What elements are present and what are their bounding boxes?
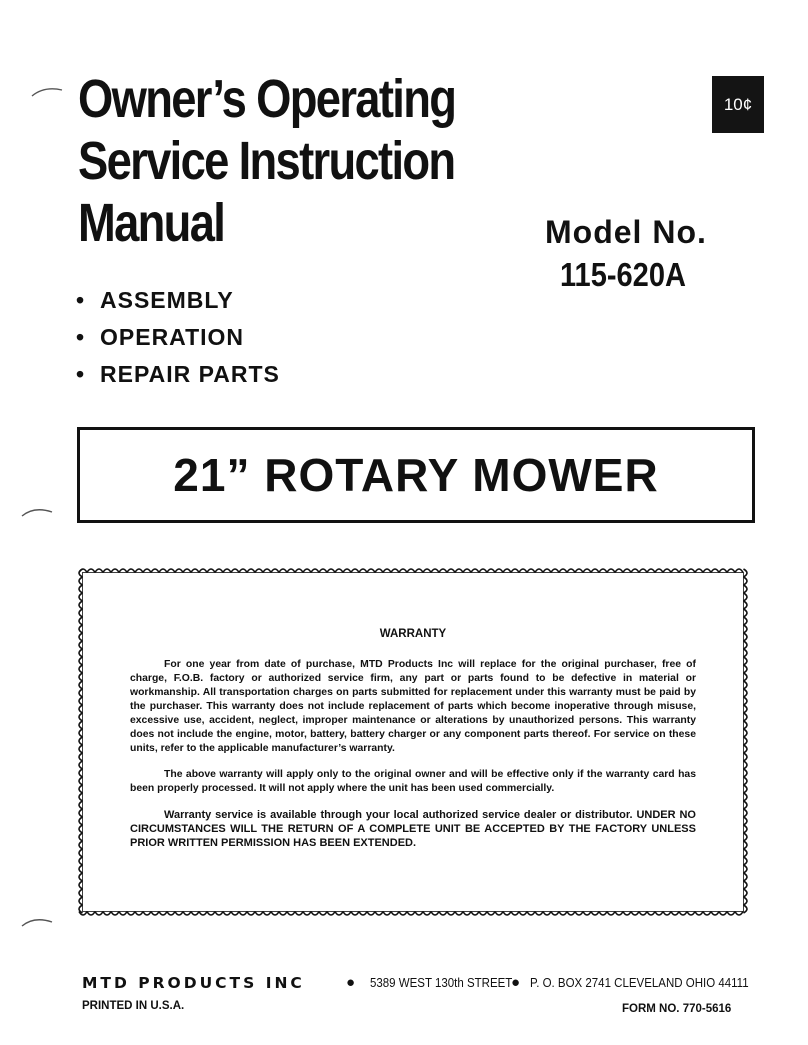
price-badge: [712, 76, 764, 133]
scan-mark: [20, 914, 54, 928]
company-name: MTD PRODUCTS INC: [82, 974, 305, 992]
product-title-box: [77, 427, 755, 523]
warranty-heading: WARRANTY: [379, 628, 447, 640]
bullet-dot-icon: •: [76, 287, 86, 313]
model-label: Model No.: [545, 214, 707, 250]
warranty-paragraph: For one year from date of purchase, MTD Products Inc will replace for the original purchaser, free of charge, F.O.B. factory or authorized service firm, any part or parts found to be defective in material or workmanship. All transportation charges on parts submitted for replacement under this warranty must be paid by the purchaser. This warranty does not include replacement of parts which become inoperative through misuse, excessive use, accident, neglect, improper maintenance or alterations by unauthorized persons. This warranty does not include the engine, motor, battery, battery charger or any component parts thereof. For service on these units, refer to the applicable manufacturer’s warranty.: [130, 659, 696, 754]
bullet-dot-icon: •: [76, 324, 86, 350]
model-number: 115-620A: [560, 256, 686, 293]
scan-mark: [30, 84, 64, 98]
feature-label: OPERATION: [100, 324, 245, 350]
title-line-2: Service Instruction: [78, 131, 455, 191]
feature-list: [76, 282, 280, 393]
warranty-section: [130, 628, 696, 862]
printed-in-note: PRINTED IN U.S.A.: [82, 1000, 185, 1012]
feature-item: [76, 319, 280, 356]
feature-label: REPAIR PARTS: [100, 361, 280, 387]
form-number: FORM NO. 770-5616: [622, 1003, 732, 1015]
product-title: 21” ROTARY MOWER: [173, 449, 659, 501]
scan-mark: [20, 504, 54, 518]
price-text: 10¢: [723, 94, 753, 114]
po-box-address: P. O. BOX 2741 CLEVELAND OHIO 44111: [530, 976, 749, 990]
title-line-1: Owner’s Operating: [78, 69, 456, 129]
feature-item: [76, 282, 280, 319]
warranty-paragraph: Warranty service is available through your local authorized service dealer or distributor. UNDER NO CIRCUMSTANCES WILL THE RETURN OF A COMPLETE UNIT BE ACCEPTED BY THE FACTORY UNLESS PRIOR WRITTEN PERMISSION HAS BEEN EXTENDED.: [130, 809, 696, 849]
bullet-dot-icon: •: [76, 361, 86, 387]
bullet-dot-icon: ●: [511, 974, 521, 991]
bullet-dot-icon: ●: [346, 974, 356, 991]
warranty-paragraph: The above warranty will apply only to the original owner and will be effective only if the warranty card has been properly processed. It will not apply where the unit has been used commercially.: [130, 769, 696, 794]
street-address: 5389 WEST 130th STREET: [370, 976, 513, 990]
title-line-3: Manual: [78, 193, 225, 253]
feature-item: [76, 356, 280, 393]
feature-label: ASSEMBLY: [100, 287, 234, 313]
manual-title: [78, 68, 455, 254]
